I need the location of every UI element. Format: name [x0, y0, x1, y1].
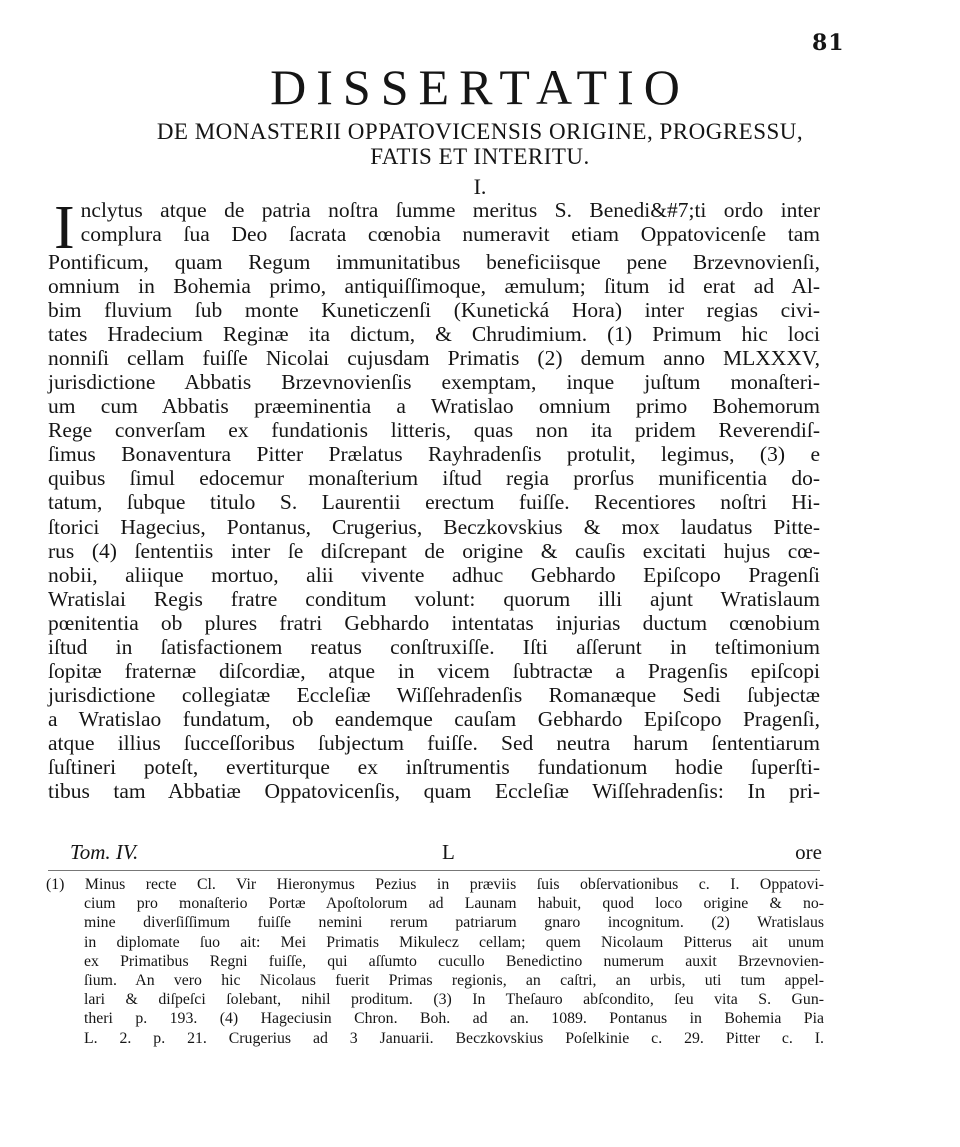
footnote-line: (1) Minus recte Cl. Vir Hieronymus Pezius in præviis ſuis obſervationibus c. I. Oppatovi- [46, 876, 824, 893]
body-line: bim fluvium ſub monte Kuneticzenſi (Kunetická Hora) inter regias civi- [48, 298, 820, 323]
footnotes [46, 875, 824, 1048]
body-line: nonniſi cellam fuiſſe Nicolai cujusdam Primatis (2) demum anno MLXXXV, [48, 346, 820, 371]
body-line: a Wratislao fundatum, ob eandemque cauſam Gebhardo Epiſcopo Pragenſi, [48, 706, 820, 731]
body-line: jurisdictione Abbatis Brzevnovienſis exemptam, inque juſtum monaſteri- [48, 370, 820, 395]
body-line: rus (4) ſententiis inter ſe diſcrepant de origine & cauſis excitati hujus cœ- [48, 538, 820, 563]
body-line: tibus tam Abbatiæ Oppatovicenſis, quam Eccleſiæ Wiſſehradenſis: In pri- [48, 779, 820, 804]
body-line: complura ſua Deo ſacrata cœnobia numeravit etiam Oppatovicenſe tam [80, 222, 820, 247]
page-title: DISSERTATIO [270, 59, 690, 115]
body-text [48, 194, 820, 804]
body-line: tates Hradecium Reginæ ita dictum, & Chrudimium. (1) Primum hic loci [48, 322, 820, 347]
footnote-line: ex Primatibus Regni fuiſſe, qui aſſumto cucullo Benedictino numerum auxit Brzevnovien- [84, 952, 824, 970]
body-line: tatum, ſubque titulo S. Laurentii erectum fuiſſe. Recentiores noſtri Hi- [48, 490, 820, 515]
body-line: pœnitentia ob plures fratri Gebhardo intentatas injurias ductum cœnobium [48, 610, 820, 635]
footnote-line: theri p. 193. (4) Hageciusin Chron. Boh. ad an. 1089. Pontanus in Bohemia Pia [84, 1010, 824, 1028]
body-line: atque illius ſucceſſoribus ſubjectum fuiſſe. Sed neutra harum ſententiarum [48, 730, 820, 755]
body-line: omnium in Bohemia primo, antiquiſſimoque, æmulum; ſitum id erat ad Al- [48, 274, 820, 299]
body-line: um cum Abbatis præeminentia a Wratislao omnium primo Bohemorum [48, 394, 820, 419]
body-line: ſopitæ fraternæ diſcordiæ, atque in vicem ſubtractæ a Pragenſis epiſcopi [48, 658, 820, 683]
body-line: ſtorici Hagecius, Pontanus, Crugerius, Beczkovskius & mox laudatus Pitte- [48, 514, 820, 539]
footnote-line: L. 2. p. 21. Crugerius ad 3 Januarii. Beczkovskius Poſelkinie c. 29. Pitter c. I. [84, 1029, 824, 1047]
body-line: Wratislai Regis fratre conditum volunt: quorum illi ajunt Wratislaum [48, 586, 820, 611]
gathering-signature: L [442, 840, 455, 864]
body-line: quibus ſimul edocemur monaſterium iſtud regia prorſus munificentia do- [48, 466, 820, 491]
body-line: Pontificum, quam Regum immunitatibus beneficiisque pene Brzevnovienſi, [48, 250, 820, 274]
signature-row [70, 840, 822, 866]
page-number: 81 [812, 30, 845, 56]
footnote-line: cium pro monaſterio Portæ Apoſtolorum ad Launam habuit, quod loco origine & no- [84, 895, 824, 913]
footnote-line: lari & diſpeſci ſolebant, nihil proditum. (3) In Theſauro abſcondito, ſeu vita S. Gun- [84, 991, 824, 1009]
subtitle-line-1: DE MONASTERII OPPATOVICENSIS ORIGINE, PROGRESSU, [156, 119, 804, 144]
footnote-line: in diplomate ſuo ait: Mei Primatis Mikulecz cellam; quem Nicolaum Pitterus ait unum [84, 933, 824, 951]
body-line: ſimus Bonaventura Pitter Prælatus Rayhradenſis protulit, legimus, (3) e [48, 442, 820, 467]
drop-cap: I [54, 194, 75, 262]
footnote-line: ſium. An vero hic Nicolaus fuerit Primas regionis, an caſtri, an urbis, uti tum appel- [84, 972, 824, 990]
body-line: nclytus atque de patria noſtra ſumme meritus S. Benedi&#7;ti ordo inter [80, 198, 820, 222]
catchword: ore [795, 840, 822, 864]
section-number: I. [473, 174, 487, 199]
body-line: iſtud in ſatisfactionem reatus conſtruxiſſe. Iſti aſſerunt in teſtimonium [48, 634, 820, 659]
body-line: nobii, aliique mortuo, alii vivente adhuc Gebhardo Epiſcopo Pragenſi [48, 562, 820, 587]
subtitle-line-2: FATIS ET INTERITU. [370, 144, 590, 169]
body-line: Rege converſam ex fundationis litteris, quas non ita pridem Reverendiſ- [48, 418, 820, 443]
body-line: ſuſtineri poteſt, evertiturque ex inſtrumentis fundationum hodie ſuperſti- [48, 754, 820, 779]
footnote-divider [48, 870, 820, 871]
footnote-line: mine diverſiſſimum fuiſſe nemini rerum patriarum gnaro incognitum. (2) Wratislaus [84, 914, 824, 932]
body-line: jurisdictione collegiatæ Eccleſiæ Wiſſehradenſis Romanæque Sedi ſubjectæ [48, 682, 820, 707]
volume-signature: Tom. IV. [70, 840, 139, 864]
